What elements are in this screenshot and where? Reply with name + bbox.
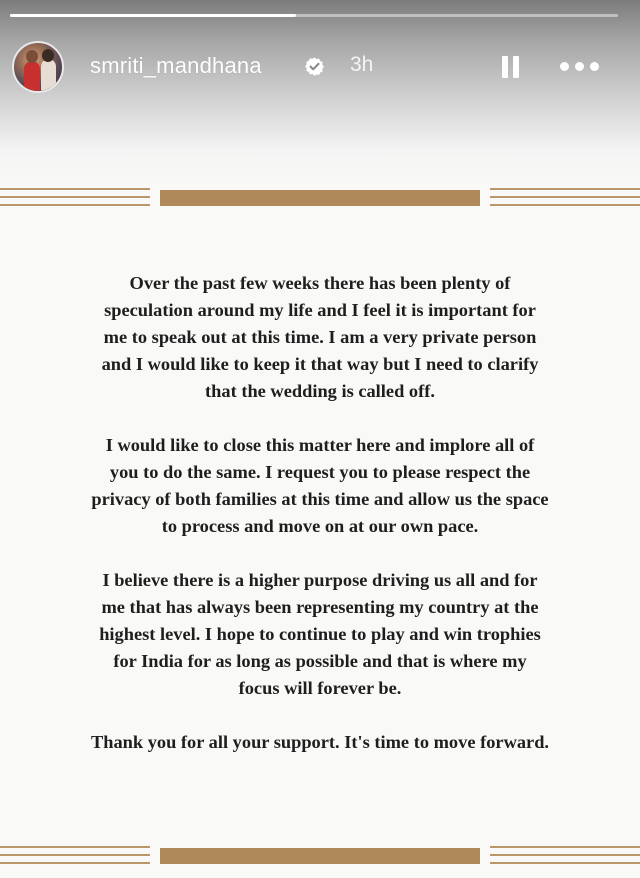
story-header bbox=[10, 36, 630, 98]
avatar[interactable] bbox=[12, 41, 64, 93]
statement-paragraph bbox=[14, 567, 626, 702]
bottom-decorative-border bbox=[0, 846, 640, 870]
username[interactable]: smriti_mandhana bbox=[90, 53, 262, 78]
statement-paragraph bbox=[14, 270, 626, 405]
statement-line: to process and move on at our own pace. bbox=[161, 516, 479, 536]
more-options-button[interactable] bbox=[558, 58, 604, 76]
statement-line: highest level. I hope to continue to play and win trophies bbox=[99, 624, 541, 644]
statement-line: privacy of both families at this time and allow us the space bbox=[91, 489, 549, 509]
statement-line: and I would like to keep it that way but I need to clarify bbox=[101, 354, 539, 374]
statement-line: focus will forever be. bbox=[238, 678, 402, 698]
statement-line: me to speak out at this time. I am a very private person bbox=[103, 327, 537, 347]
pause-button[interactable] bbox=[497, 53, 525, 81]
statement-line: you to do the same. I request you to please respect the bbox=[109, 462, 531, 482]
top-decorative-border bbox=[0, 188, 640, 212]
statement-line: me that has always been representing my country at the bbox=[101, 597, 539, 617]
statement-line: I believe there is a higher purpose driving us all and for bbox=[102, 570, 538, 590]
statement-text bbox=[14, 270, 626, 783]
statement-line: Over the past few weeks there has been plenty of bbox=[129, 273, 511, 293]
story-progress-bar bbox=[10, 14, 618, 17]
verified-badge-icon bbox=[304, 56, 325, 77]
story-progress-fill bbox=[10, 14, 296, 17]
statement-paragraph bbox=[14, 729, 626, 756]
statement-paragraph bbox=[14, 432, 626, 540]
statement-line: I would like to close this matter here and implore all of bbox=[105, 435, 535, 455]
story-timestamp: 3h bbox=[350, 53, 374, 76]
statement-line: speculation around my life and I feel it is important for bbox=[104, 300, 536, 320]
statement-line: for India for as long as possible and that is where my bbox=[113, 651, 527, 671]
statement-line: Thank you for all your support. It's time to move forward. bbox=[90, 732, 550, 752]
statement-line: that the wedding is called off. bbox=[205, 381, 435, 401]
